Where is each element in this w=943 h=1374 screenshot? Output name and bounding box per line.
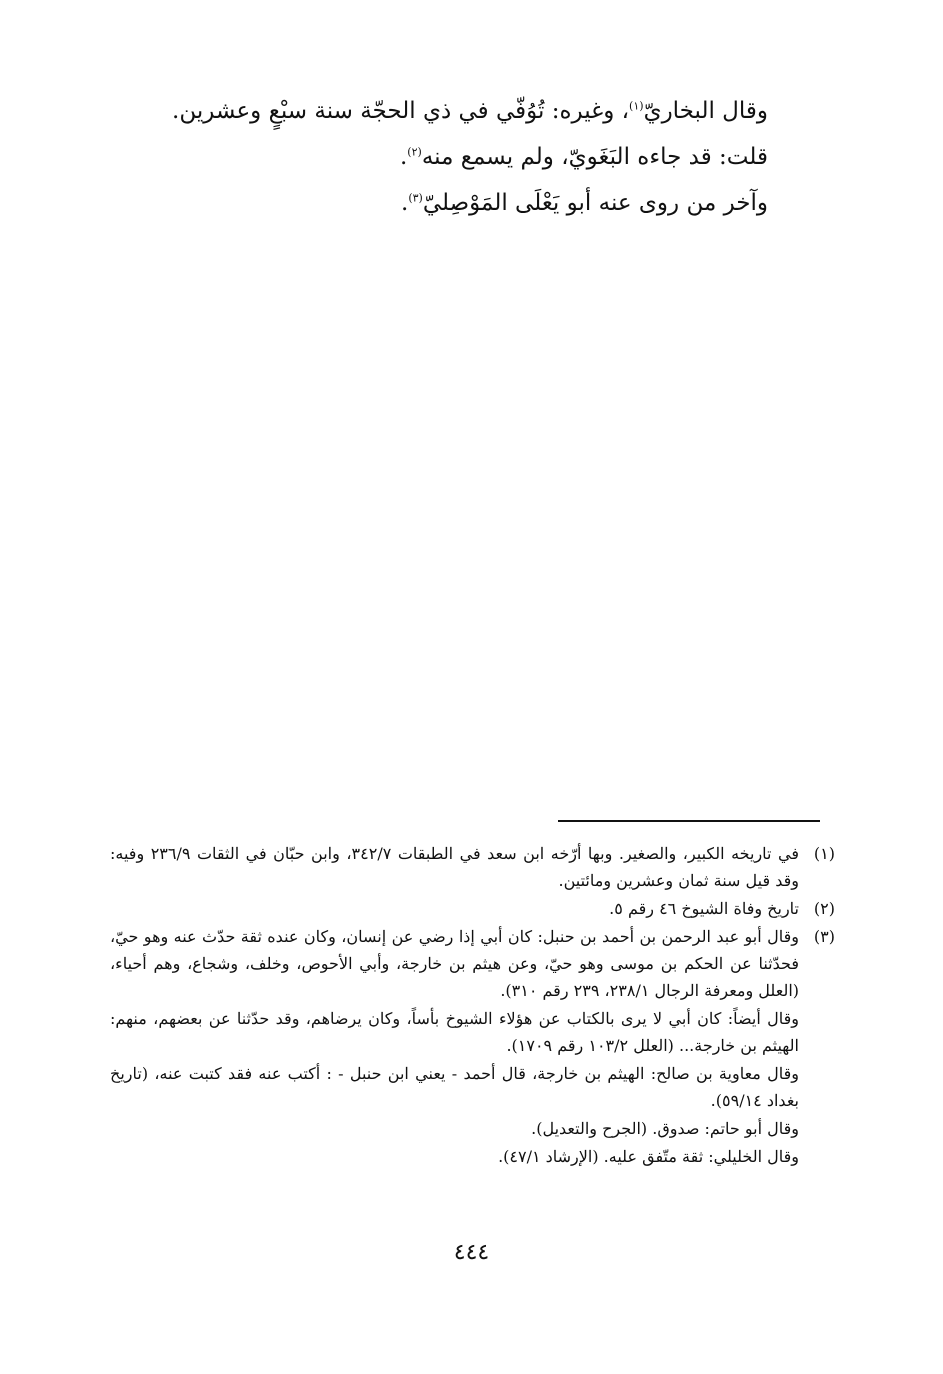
footnote-number: (٢) [813, 899, 835, 918]
main-line-2: قلت: قد جاءه البَغَويّ، ولم يسمع منه$^{(٢)}$. [399, 144, 768, 170]
footnote-2 [110, 895, 835, 923]
main-line-3: وآخر من روى عنه أبو يَعْلَى المَوْصِليّ$^{(٣)}$. [401, 190, 768, 216]
footnote-paragraph: وقال معاوية بن صالح: الهيثم بن خارجة، قال أحمد - يعني ابن حنبل - : أكتب عنه فقد كتبت عنه، (تاريخ بغداد ٥٩/١٤). [110, 1064, 799, 1110]
footnote-number: (٣) [813, 927, 835, 946]
footnote-paragraph: وقال أبو عبد الرحمن بن أحمد بن حنبل: كان أبي إذا رضي عن إنسان، وكان عنده ثقة حدّث عنه وهو حيّ، فحدّثنا عن الحكم بن موسى وهو حيّ، وعن هيثم بن خارجة، وأبي الأحوص، وخلف، وشجاع، وهم أحياء، (العلل ومعرفة الرجال ٢٣٨/١، ٢٣٩ رقم ٣١٠). [110, 927, 799, 1000]
main-text [128, 88, 768, 226]
footnote-paragraph: تاريخ وفاة الشيوخ ٤٦ رقم ٥. [609, 899, 799, 918]
footnote-paragraph: وقال الخليلي: ثقة متّفق عليه. (الإرشاد ٤٧/١). [498, 1147, 799, 1166]
footnote-ref-3: (٣) [408, 191, 423, 205]
footnote-1 [110, 840, 835, 895]
footnote-body [110, 895, 799, 923]
main-line-1: وقال البخاريّ$^{(١)}$، وغيره: تُوُفّي في ذي الحجّة سنة سبْعٍ وعشرين. [172, 98, 768, 124]
footnote-paragraph: وقال أيضاً: كان أبي لا يرى بالكتاب عن هؤلاء الشيوخ بأساً، وكان يرضاهم، وقد حدّثنا عن بعضهم، منهم: الهيثم بن خارجة... (العلل ١٠٣/٢ رقم ١٧٠٩). [110, 1009, 799, 1055]
footnote-body [110, 840, 799, 895]
footnote-divider [558, 820, 820, 822]
footnote-3 [110, 923, 835, 1171]
footnote-paragraph: وقال أبو حاتم: صدوق. (الجرح والتعديل). [531, 1119, 799, 1138]
page-number: ٤٤٤ [453, 1240, 490, 1265]
footnotes [110, 840, 835, 1171]
footnote-paragraph: في تاريخه الكبير، والصغير. وبها أرّخه ابن سعد في الطبقات ٣٤٢/٧، وابن حبّان في الثقات ٢٣٦/٩ وفيه: وقد قيل سنة ثمان وعشرين ومائتين. [110, 844, 800, 890]
footnote-body [110, 923, 799, 1171]
footnote-ref-2: (٢) [407, 145, 422, 159]
footnote-ref-1: (١) [629, 99, 644, 113]
footnote-number: (١) [813, 844, 835, 863]
